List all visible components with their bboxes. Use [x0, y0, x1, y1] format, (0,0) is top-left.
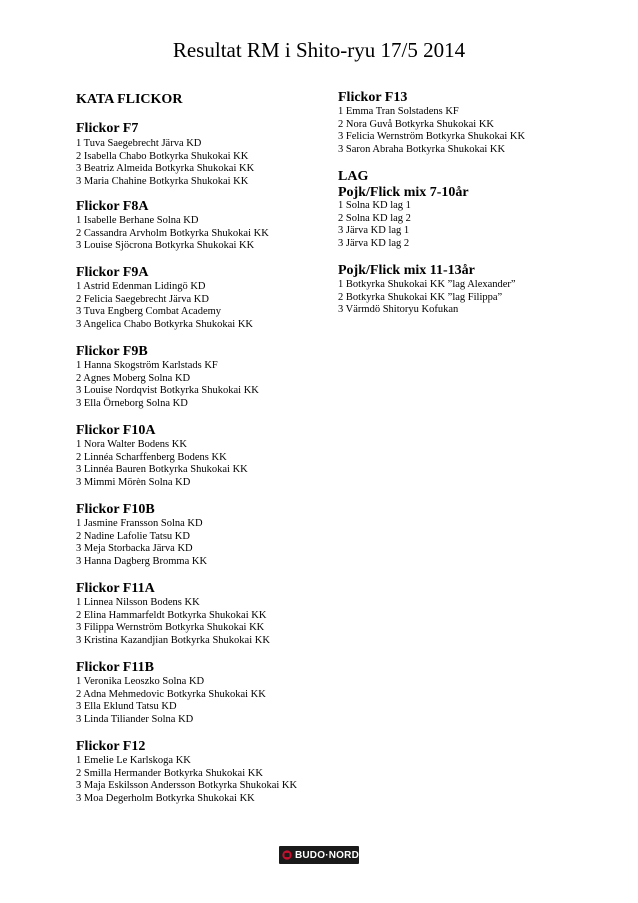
result-item: 1 Hanna Skogström Karlstads KF [76, 360, 218, 371]
result-list [76, 215, 269, 253]
category-heading: Flickor F10B [76, 502, 155, 517]
budo-nord-logo [279, 846, 359, 864]
category-heading: Pojk/Flick mix 11-13år [338, 263, 475, 278]
result-item: 1 Emelie Le Karlskoga KK [76, 755, 191, 766]
category-heading: Flickor F13 [338, 90, 408, 105]
result-item: 3 Mimmi Mörèn Solna KD [76, 476, 191, 488]
result-item: 2 Nora Guvå Botkyrka Shukokai KK [338, 118, 495, 130]
category-heading: Flickor F8A [76, 199, 149, 214]
result-item: 1 Nora Walter Bodens KK [76, 439, 187, 450]
result-item: 3 Maria Chahine Botkyrka Shukokai KK [76, 175, 249, 187]
category-heading: Flickor F7 [76, 121, 139, 136]
result-list [338, 279, 516, 317]
result-item: 1 Linnea Nilsson Bodens KK [76, 597, 200, 608]
result-item: 2 Isabella Chabo Botkyrka Shukokai KK [76, 150, 249, 162]
category-heading: Flickor F9B [76, 344, 148, 359]
result-list [76, 138, 254, 188]
result-item: 2 Felicia Saegebrecht Järva KD [76, 293, 209, 305]
result-item: 3 Saron Abraha Botkyrka Shukokai KK [338, 143, 506, 155]
result-item: 3 Tuva Engberg Combat Academy [76, 306, 222, 318]
result-item: 2 Nadine Lafolie Tatsu KD [76, 530, 190, 542]
result-item: 3 Louise Nordqvist Botkyrka Shukokai KK [76, 385, 259, 397]
result-item: 1 Tuva Saegebrecht Järva KD [76, 138, 202, 149]
lag-heading: LAG [338, 169, 369, 184]
result-item: 3 Louise Sjöcrona Botkyrka Shukokai KK [76, 240, 255, 252]
result-item: 3 Värmdö Shitoryu Kofukan [338, 304, 459, 316]
result-item: 3 Maja Eskilsson Andersson Botkyrka Shukokai KK [76, 780, 298, 792]
result-list [76, 755, 298, 805]
result-list [76, 360, 259, 410]
category-heading: Flickor F9A [76, 265, 149, 280]
result-item: 3 Linda Tiliander Solna KD [76, 713, 194, 725]
result-item: 1 Astrid Edenman Lidingö KD [76, 281, 206, 292]
result-item: 3 Meja Storbacka Järva KD [76, 543, 193, 555]
result-list [338, 106, 525, 156]
result-item: 3 Järva KD lag 2 [338, 237, 410, 249]
result-item: 2 Smilla Hermander Botkyrka Shukokai KK [76, 767, 263, 779]
result-item: 3 Felicia Wernström Botkyrka Shukokai KK [338, 131, 526, 143]
result-item: 3 Moa Degerholm Botkyrka Shukokai KK [76, 792, 255, 804]
document-title: Resultat RM i Shito-ryu 17/5 2014 [172, 38, 466, 62]
logo-text: BUDO·NORD [294, 849, 359, 861]
result-list [76, 281, 253, 331]
category-heading: Flickor F11B [76, 660, 154, 675]
result-item: 2 Agnes Moberg Solna KD [76, 372, 191, 384]
result-item: 2 Linnéa Scharffenberg Bodens KK [76, 451, 227, 463]
result-list [76, 676, 266, 726]
category-heading: Flickor F10A [76, 423, 156, 438]
kata-flickor-heading: KATA FLICKOR [76, 92, 183, 107]
result-list [76, 597, 270, 647]
result-item: 1 Veronika Leoszko Solna KD [76, 676, 205, 687]
fist-icon [282, 848, 292, 862]
result-item: 2 Botkyrka Shukokai KK ”lag Filippa” [338, 291, 503, 303]
result-list [76, 439, 248, 489]
result-item: 3 Hanna Dagberg Bromma KK [76, 555, 208, 567]
result-item: 2 Solna KD lag 2 [338, 212, 411, 224]
result-item: 3 Kristina Kazandjian Botkyrka Shukokai KK [76, 634, 270, 646]
result-list [338, 200, 411, 250]
result-item: 2 Cassandra Arvholm Botkyrka Shukokai KK [76, 227, 269, 239]
result-item: 3 Järva KD lag 1 [338, 225, 410, 237]
result-item: 3 Ella Eklund Tatsu KD [76, 701, 177, 713]
result-item: 3 Angelica Chabo Botkyrka Shukokai KK [76, 318, 254, 330]
result-item: 1 Solna KD lag 1 [338, 200, 411, 211]
category-heading: Flickor F12 [76, 739, 146, 754]
result-item: 2 Elina Hammarfeldt Botkyrka Shukokai KK [76, 609, 267, 621]
category-heading: Flickor F11A [76, 581, 155, 596]
result-item: 3 Filippa Wernström Botkyrka Shukokai KK [76, 622, 265, 634]
result-item: 2 Adna Mehmedovic Botkyrka Shukokai KK [76, 688, 266, 700]
result-list [76, 518, 207, 568]
result-item: 1 Jasmine Fransson Solna KD [76, 518, 203, 529]
result-item: 1 Isabelle Berhane Solna KD [76, 215, 199, 226]
result-item: 3 Beatriz Almeida Botkyrka Shukokai KK [76, 163, 255, 175]
result-item: 1 Emma Tran Solstadens KF [338, 106, 459, 117]
result-item: 3 Linnéa Bauren Botkyrka Shukokai KK [76, 464, 248, 476]
result-item: 3 Ella Örneborg Solna KD [76, 397, 188, 409]
result-item: 1 Botkyrka Shukokai KK ”lag Alexander” [338, 279, 516, 290]
category-heading: Pojk/Flick mix 7-10år [338, 185, 469, 200]
